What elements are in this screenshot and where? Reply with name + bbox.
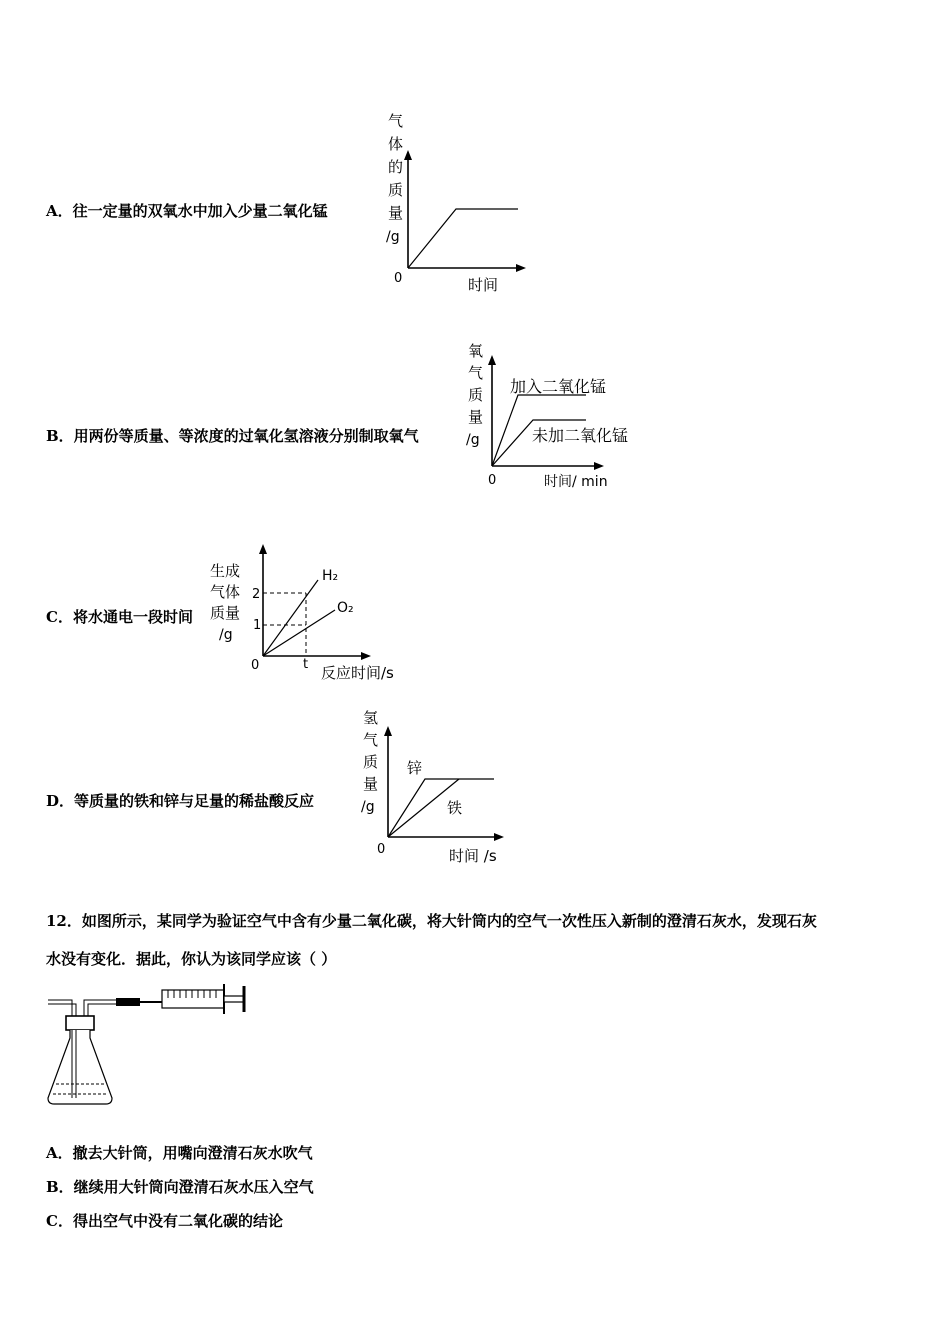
chart-c-xlabel: 反应时间/s: [321, 664, 394, 682]
chart-a-ylabel-3: 质: [388, 181, 404, 199]
chart-c-line-o2: [263, 610, 335, 656]
chart-b: [460, 332, 660, 497]
chart-a-origin: 0: [394, 271, 403, 286]
chart-a-ylabel-4: 量: [388, 204, 404, 222]
chart-c-ytick-1: 1: [253, 618, 262, 633]
chart-c-line-h2: [263, 580, 318, 656]
chart-a-ylabel-2: 的: [388, 158, 404, 176]
stopper: [66, 1016, 94, 1030]
syringe-plunger-rod: [224, 996, 244, 1002]
q12-stem-line1: 12．如图所示，某同学为验证空气中含有少量二氧化碳，将大针筒内的空气一次性压入新制的澄清石灰水，发现石灰: [46, 912, 817, 930]
chart-b-y-arrow: [488, 355, 496, 365]
chart-c-ylabel-2: 质量: [210, 604, 241, 622]
chart-d: [355, 703, 525, 873]
chart-c-origin: 0: [251, 658, 260, 673]
chart-a-ylabel-5: /g: [386, 229, 400, 245]
q12-option-a[interactable]: A．撤去大针筒，用嘴向澄清石灰水吹气: [46, 1144, 313, 1162]
chart-d-ylabel-4: /g: [361, 799, 375, 815]
chart-c-label-o2: O₂: [337, 600, 354, 616]
chart-d-ylabel-3: 量: [363, 775, 379, 793]
chart-b-ylabel-4: /g: [466, 432, 480, 448]
chart-c-ytick-2: 2: [252, 587, 261, 602]
chart-b-ylabel-0: 氧: [468, 342, 484, 360]
option-c-text[interactable]: C．将水通电一段时间: [46, 608, 193, 626]
chart-a-curve: [408, 209, 518, 268]
option-b-text[interactable]: B．用两份等质量、等浓度的过氧化氢溶液分别制取氧气: [46, 427, 419, 445]
chart-b-ylabel-1: 气: [468, 364, 484, 382]
rubber-connector: [116, 998, 140, 1006]
chart-b-ylabel-3: 量: [468, 408, 484, 426]
apparatus-figure: [44, 980, 254, 1110]
chart-d-series-zinc: 锌: [407, 759, 423, 777]
q12-option-c[interactable]: C．得出空气中没有二氧化碳的结论: [46, 1212, 283, 1230]
chart-d-series-iron: 铁: [447, 799, 463, 817]
chart-c-ylabel-1: 气体: [210, 583, 241, 601]
chart-a-x-arrow: [516, 264, 526, 272]
chart-d-origin: 0: [377, 842, 386, 857]
chart-c-y-arrow: [259, 544, 267, 554]
conical-flask: [48, 1030, 112, 1104]
chart-a: [370, 100, 540, 300]
chart-d-xlabel: 时间 /s: [449, 847, 497, 865]
syringe-barrel: [162, 990, 224, 1008]
chart-a-xlabel: 时间: [468, 276, 499, 294]
chart-b-x-arrow: [594, 462, 604, 470]
chart-c: [205, 540, 415, 685]
option-d-text[interactable]: D．等质量的铁和锌与足量的稀盐酸反应: [46, 792, 315, 810]
chart-d-y-arrow: [384, 726, 392, 736]
chart-d-x-arrow: [494, 833, 504, 841]
option-a-text[interactable]: A．往一定量的双氧水中加入少量二氧化锰: [46, 202, 328, 220]
chart-a-y-arrow: [404, 150, 412, 160]
chart-c-ylabel-0: 生成: [210, 562, 241, 580]
q12-stem-line2: 水没有变化．据此，你认为该同学应该（ ）: [46, 950, 337, 968]
chart-a-ylabel-1: 体: [388, 135, 404, 153]
chart-d-ylabel-1: 气: [363, 731, 379, 749]
chart-c-ylabel-3: /g: [219, 627, 233, 643]
chart-b-origin: 0: [488, 473, 497, 488]
chart-c-xtick-t: t: [303, 657, 309, 672]
q12-option-b[interactable]: B．继续用大针筒向澄清石灰水压入空气: [46, 1178, 314, 1196]
chart-b-series-0: 加入二氧化锰: [510, 377, 607, 396]
chart-c-x-arrow: [361, 652, 371, 660]
chart-b-ylabel-2: 质: [468, 386, 484, 404]
chart-d-curve-zinc: [388, 779, 494, 837]
chart-a-ylabel-0: 气: [388, 112, 404, 130]
chart-b-series-1: 未加二氧化锰: [532, 426, 629, 445]
chart-b-xlabel: 时间/ min: [544, 474, 608, 490]
chart-c-label-h2: H₂: [322, 568, 339, 584]
chart-d-ylabel-2: 质: [363, 753, 379, 771]
chart-d-ylabel-0: 氢: [363, 709, 379, 727]
